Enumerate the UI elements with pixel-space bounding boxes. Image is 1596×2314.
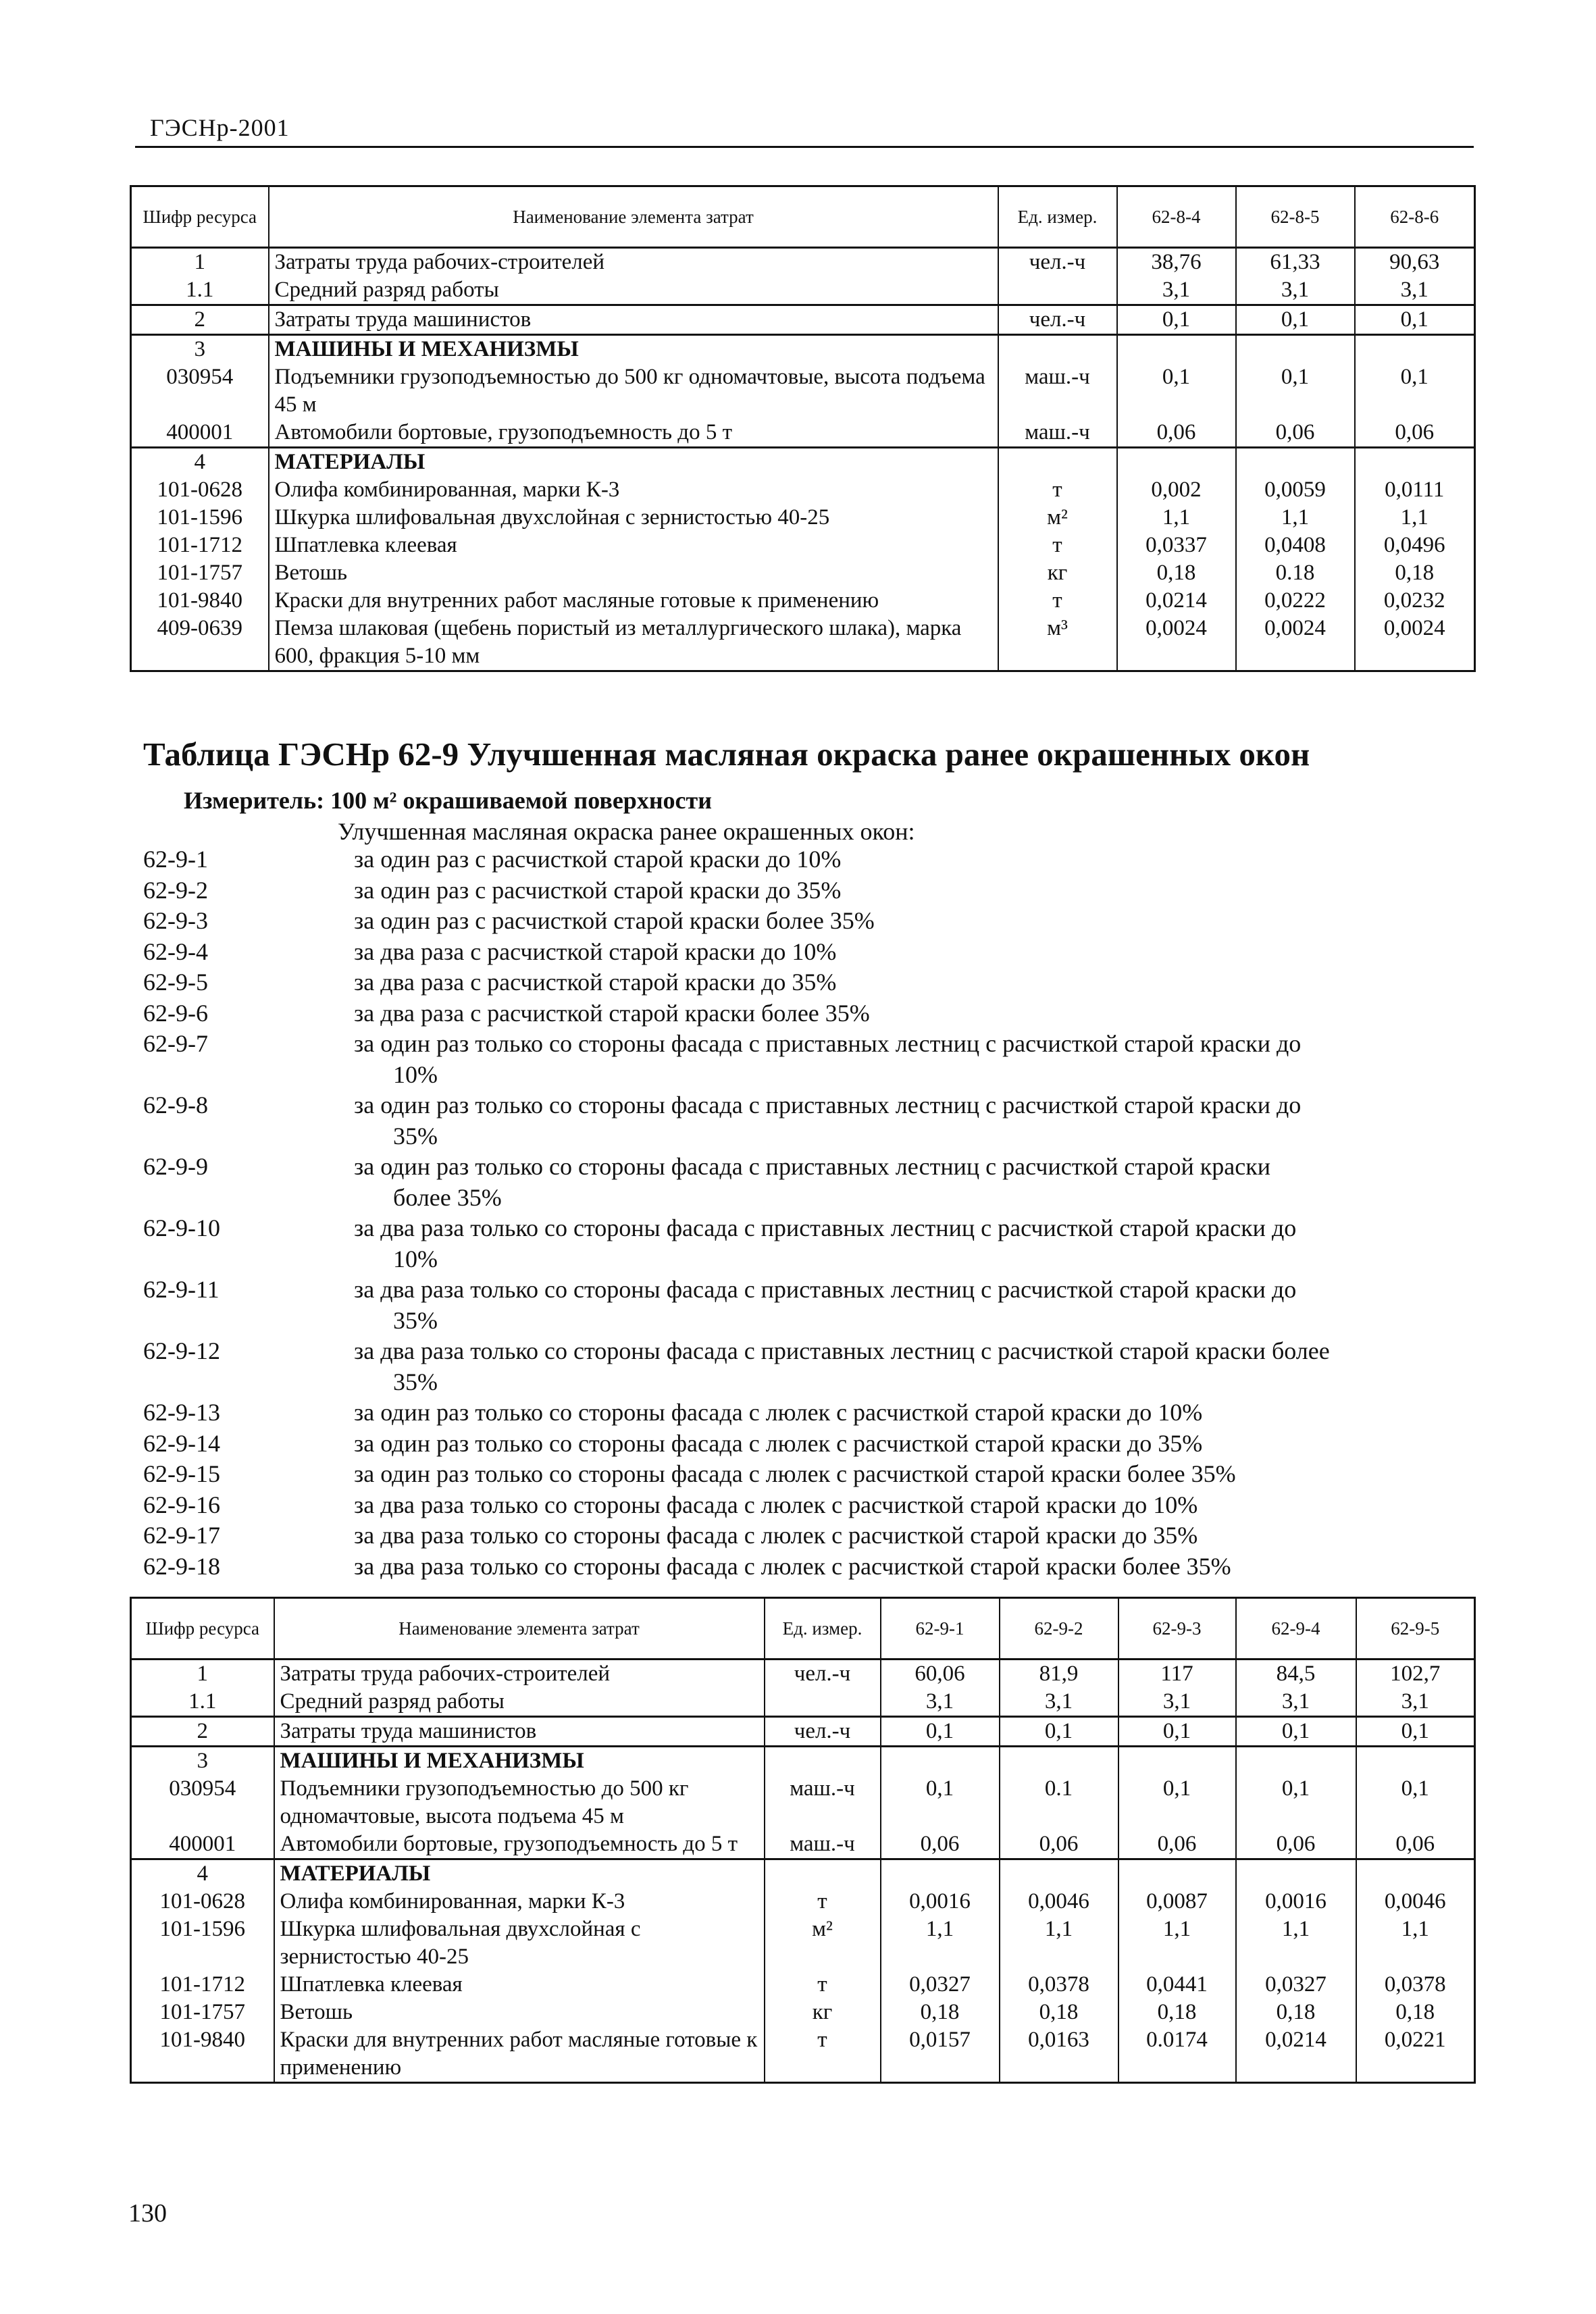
table-row [131, 532, 1475, 559]
table-header-row [131, 186, 1475, 248]
variant-text: за два раза только со стороны фасада с люлек с расчисткой старой краски до 10% [354, 1491, 1198, 1518]
unit-cell: т [998, 587, 1117, 615]
variant-code: 62-9-10 [143, 1214, 220, 1241]
value-cell: 0,18 [1355, 559, 1475, 587]
resource-code-cell: 1.1 [131, 1688, 274, 1717]
variant-item [143, 1275, 1474, 1336]
variant-code: 62-9-1 [143, 846, 208, 873]
cost-element-cell: Подъемники грузоподъемностью до 500 кг одномачтовые, высота подъема 45 м [274, 1775, 765, 1830]
resource-code-cell: 4 [131, 1859, 274, 1888]
value-cell: 0,06 [1118, 1830, 1236, 1859]
unit-cell [998, 335, 1117, 364]
table-row [131, 559, 1475, 587]
variant-item [143, 937, 1474, 968]
variant-text: за один раз с расчисткой старой краски до 10% [354, 846, 842, 873]
cost-element-cell: Ветошь [269, 559, 998, 587]
resource-code-cell: 101-0628 [131, 476, 269, 504]
value-cell: 0,1 [1236, 1717, 1356, 1747]
table-row [131, 1775, 1475, 1830]
header-col: 62-9-3 [1118, 1598, 1236, 1660]
unit-cell: м² [998, 504, 1117, 532]
value-cell: 61,33 [1236, 248, 1355, 277]
header-col: 62-8-4 [1117, 186, 1236, 248]
value-cell [1355, 448, 1475, 477]
resource-code-cell: 400001 [131, 419, 269, 448]
table-row [131, 504, 1475, 532]
value-cell [1356, 1747, 1475, 1776]
unit-cell [765, 1859, 881, 1888]
value-cell: 0,06 [1117, 419, 1236, 448]
value-cell: 0,06 [1356, 1830, 1475, 1859]
cost-element-cell: Краски для внутренних работ масляные готовые к применению [274, 2026, 765, 2083]
header-col: 62-9-4 [1236, 1598, 1356, 1660]
value-cell: 0,18 [1356, 1999, 1475, 2026]
value-cell: 0,0024 [1236, 615, 1355, 671]
cost-element-cell: Автомобили бортовые, грузоподъемность до 5 т [274, 1830, 765, 1859]
variant-item [143, 844, 1474, 875]
variant-code: 62-9-3 [143, 907, 208, 934]
unit-cell: т [765, 1888, 881, 1916]
variant-text: за два раза только со стороны фасада с люлек с расчисткой старой краски до 35% [354, 1522, 1198, 1549]
value-cell: 0,0378 [1000, 1971, 1118, 1999]
unit-cell [998, 448, 1117, 477]
variant-item [143, 1336, 1474, 1397]
value-cell: 0,0221 [1356, 2026, 1475, 2083]
cost-element-cell: Краски для внутренних работ масляные готовые к применению [269, 587, 998, 615]
value-cell: 1,1 [1236, 1916, 1356, 1971]
value-cell: 0,1 [1356, 1717, 1475, 1747]
variant-item [143, 1152, 1474, 1213]
resource-code-cell: 101-1596 [131, 504, 269, 532]
variant-code: 62-9-2 [143, 876, 208, 904]
value-cell: 0,0111 [1355, 476, 1475, 504]
header-col: 62-8-5 [1236, 186, 1355, 248]
value-cell: 0.18 [1236, 559, 1355, 587]
variant-code: 62-9-17 [143, 1522, 220, 1549]
value-cell: 0,0016 [881, 1888, 1000, 1916]
value-cell: 0,0059 [1236, 476, 1355, 504]
variant-text: за два раза только со стороны фасада с приставных лестниц с расчисткой старой краски до 10% [354, 1214, 1297, 1272]
cost-element-cell: Шпатлевка клеевая [274, 1971, 765, 1999]
table-row [131, 1688, 1475, 1717]
variant-code: 62-9-12 [143, 1337, 220, 1364]
table-row [131, 1999, 1475, 2026]
value-cell: 0,0496 [1355, 532, 1475, 559]
value-cell: 1,1 [1000, 1916, 1118, 1971]
value-cell: 0,1 [1356, 1775, 1475, 1830]
value-cell [1118, 1747, 1236, 1776]
unit-cell: т [998, 532, 1117, 559]
value-cell: 0,0024 [1117, 615, 1236, 671]
unit-cell: кг [998, 559, 1117, 587]
table-body [131, 248, 1475, 671]
variants-list [143, 844, 1474, 1582]
unit-cell [765, 1747, 881, 1776]
unit-cell [998, 276, 1117, 305]
table-body [131, 1660, 1475, 2083]
value-cell: 3,1 [1355, 276, 1475, 305]
running-header-title: ГЭСНр-2001 [150, 114, 290, 141]
value-cell: 38,76 [1117, 248, 1236, 277]
value-cell: 3,1 [1236, 276, 1355, 305]
unit-cell: чел.-ч [998, 248, 1117, 277]
value-cell: 3,1 [1117, 276, 1236, 305]
table-section-row [131, 1747, 1475, 1776]
value-cell: 0,1 [881, 1775, 1000, 1830]
variant-code: 62-9-6 [143, 999, 208, 1027]
value-cell: 0,0337 [1117, 532, 1236, 559]
resource-code-cell: 030954 [131, 363, 269, 419]
variant-text: за один раз только со стороны фасада с приставных лестниц с расчисткой старой краски до 10% [354, 1030, 1302, 1088]
cost-element-cell: Шкурка шлифовальная двухслойная с зернистостью 40-25 [269, 504, 998, 532]
unit-cell: чел.-ч [765, 1717, 881, 1747]
value-cell: 0,1 [1118, 1717, 1236, 1747]
variant-code: 62-9-5 [143, 969, 208, 996]
resource-code-cell: 101-1596 [131, 1916, 274, 1971]
value-cell [1236, 448, 1355, 477]
variant-code: 62-9-18 [143, 1552, 220, 1580]
variant-code: 62-9-14 [143, 1429, 220, 1457]
cost-element-cell: Затраты труда рабочих-строителей [274, 1660, 765, 1689]
cost-element-cell: Автомобили бортовые, грузоподъемность до 5 т [269, 419, 998, 448]
variant-item [143, 1520, 1474, 1551]
variant-text: за один раз с расчисткой старой краски более 35% [354, 907, 875, 934]
cost-element-cell: Подъемники грузоподъемностью до 500 кг одномачтовые, высота подъема 45 м [269, 363, 998, 419]
value-cell: 0,1 [1000, 1717, 1118, 1747]
variant-text: за один раз только со стороны фасада с люлек с расчисткой старой краски до 10% [354, 1399, 1203, 1426]
header-unit: Ед. измер. [765, 1598, 881, 1660]
variant-item [143, 875, 1474, 906]
variant-item [143, 1029, 1474, 1090]
resource-code-cell: 1 [131, 248, 269, 277]
value-cell: 3,1 [1236, 1688, 1356, 1717]
resource-code-cell: 3 [131, 335, 269, 364]
value-cell [1236, 1859, 1356, 1888]
header-name: Наименование элемента затрат [269, 186, 998, 248]
cost-element-cell: МАТЕРИАЛЫ [274, 1859, 765, 1888]
value-cell [1000, 1859, 1118, 1888]
value-cell: 0,0163 [1000, 2026, 1118, 2083]
variant-text: за один раз только со стороны фасада с приставных лестниц с расчисткой старой краски более 35% [354, 1153, 1270, 1211]
value-cell: 3,1 [1000, 1688, 1118, 1717]
resource-code-cell: 2 [131, 1717, 274, 1747]
variant-code: 62-9-13 [143, 1399, 220, 1426]
resource-code-cell: 4 [131, 448, 269, 477]
value-cell [1118, 1859, 1236, 1888]
value-cell: 0,18 [1117, 559, 1236, 587]
value-cell: 0,0214 [1117, 587, 1236, 615]
cost-element-cell: МАТЕРИАЛЫ [269, 448, 998, 477]
unit-cell: чел.-ч [998, 305, 1117, 335]
value-cell: 60,06 [881, 1660, 1000, 1689]
unit-cell: маш.-ч [998, 419, 1117, 448]
unit-cell: т [765, 2026, 881, 2083]
variant-code: 62-9-8 [143, 1091, 208, 1119]
table-row [131, 1717, 1475, 1747]
value-cell [881, 1859, 1000, 1888]
header-unit: Ед. измер. [998, 186, 1117, 248]
variant-text: за два раза с расчисткой старой краски до 10% [354, 937, 837, 965]
table-row [131, 1971, 1475, 1999]
header-col: 62-8-6 [1355, 186, 1475, 248]
unit-cell: м² [765, 1916, 881, 1971]
value-cell: 0,06 [881, 1830, 1000, 1859]
resource-code-cell: 101-9840 [131, 587, 269, 615]
variant-text: за один раз только со стороны фасада с люлек с расчисткой старой краски до 35% [354, 1429, 1203, 1457]
value-cell: 0,0378 [1356, 1971, 1475, 1999]
cost-element-cell: Пемза шлаковая (щебень пористый из металлургического шлака), марка 600, фракция 5-10 мм [269, 615, 998, 671]
variant-item [143, 1090, 1474, 1152]
cost-element-cell: Затраты труда рабочих-строителей [269, 248, 998, 277]
value-cell: 0,002 [1117, 476, 1236, 504]
table-row [131, 476, 1475, 504]
value-cell: 0,0157 [881, 2026, 1000, 2083]
cost-element-cell: Олифа комбинированная, марки К-3 [274, 1888, 765, 1916]
resource-code-cell: 101-1712 [131, 532, 269, 559]
unit-cell: м³ [998, 615, 1117, 671]
value-cell: 0,06 [1355, 419, 1475, 448]
value-cell: 0,0327 [881, 1971, 1000, 1999]
value-cell: 0,0024 [1355, 615, 1475, 671]
unit-cell: чел.-ч [765, 1660, 881, 1689]
resource-code-cell: 101-1757 [131, 559, 269, 587]
header-col: 62-9-2 [1000, 1598, 1118, 1660]
value-cell: 84,5 [1236, 1660, 1356, 1689]
table-row [131, 305, 1475, 335]
value-cell [881, 1747, 1000, 1776]
table-row [131, 276, 1475, 305]
variant-code: 62-9-7 [143, 1030, 208, 1057]
resource-code-cell: 1 [131, 1660, 274, 1689]
value-cell: 90,63 [1355, 248, 1475, 277]
value-cell: 0,0441 [1118, 1971, 1236, 1999]
variant-text: за два раза с расчисткой старой краски более 35% [354, 999, 870, 1027]
variant-code: 62-9-11 [143, 1276, 220, 1303]
value-cell: 0.1 [1000, 1775, 1118, 1830]
unit-cell: т [998, 476, 1117, 504]
value-cell: 0,0214 [1236, 2026, 1356, 2083]
cost-element-cell: Ветошь [274, 1999, 765, 2026]
table-row [131, 1660, 1475, 1689]
resource-code-cell: 030954 [131, 1775, 274, 1830]
value-cell: 0,0232 [1355, 587, 1475, 615]
value-cell [1356, 1859, 1475, 1888]
variant-text: за один раз только со стороны фасада с приставных лестниц с расчисткой старой краски до 35% [354, 1091, 1302, 1150]
unit-cell [765, 1688, 881, 1717]
resource-code-cell: 400001 [131, 1830, 274, 1859]
value-cell: 102,7 [1356, 1660, 1475, 1689]
value-cell: 0,0087 [1118, 1888, 1236, 1916]
table-section-row [131, 1859, 1475, 1888]
section-title: Таблица ГЭСНр 62-9 Улучшенная масляная окраска ранее окрашенных окон [143, 736, 1310, 773]
header-code: Шифр ресурса [131, 1598, 274, 1660]
value-cell: 0,1 [1117, 363, 1236, 419]
value-cell: 0,06 [1236, 1830, 1356, 1859]
value-cell: 3,1 [1118, 1688, 1236, 1717]
cost-table-62-9 [130, 1597, 1476, 2084]
cost-element-cell: МАШИНЫ И МЕХАНИЗМЫ [274, 1747, 765, 1776]
value-cell: 0,1 [1236, 305, 1355, 335]
variant-item [143, 1429, 1474, 1460]
value-cell: 0,0222 [1236, 587, 1355, 615]
variant-item [143, 1459, 1474, 1490]
resource-code-cell: 409-0639 [131, 615, 269, 671]
variant-text: за один раз с расчисткой старой краски до 35% [354, 876, 842, 904]
value-cell: 1,1 [881, 1916, 1000, 1971]
value-cell: 0,0327 [1236, 1971, 1356, 1999]
resource-code-cell: 101-0628 [131, 1888, 274, 1916]
header-divider [135, 146, 1474, 148]
unit-cell: маш.-ч [765, 1775, 881, 1830]
value-cell [1000, 1747, 1118, 1776]
variant-item [143, 998, 1474, 1029]
value-cell: 0,1 [1236, 363, 1355, 419]
cost-element-cell: Средний разряд работы [274, 1688, 765, 1717]
value-cell: 3,1 [881, 1688, 1000, 1717]
value-cell: 0,18 [1236, 1999, 1356, 2026]
cost-element-cell: Затраты труда машинистов [274, 1717, 765, 1747]
cost-element-cell: Шпатлевка клеевая [269, 532, 998, 559]
value-cell [1236, 335, 1355, 364]
table-row [131, 1830, 1475, 1859]
variant-code: 62-9-15 [143, 1460, 220, 1487]
value-cell: 0,18 [881, 1999, 1000, 2026]
header-name: Наименование элемента затрат [274, 1598, 765, 1660]
resource-code-cell: 101-1712 [131, 1971, 274, 1999]
table-row [131, 2026, 1475, 2083]
table-row [131, 615, 1475, 671]
header-col: 62-9-5 [1356, 1598, 1475, 1660]
unit-cell: т [765, 1971, 881, 1999]
value-cell: 1,1 [1118, 1916, 1236, 1971]
value-cell [1355, 335, 1475, 364]
table-row [131, 363, 1475, 419]
value-cell: 0,1 [1118, 1775, 1236, 1830]
value-cell: 1,1 [1236, 504, 1355, 532]
variant-item [143, 1213, 1474, 1275]
header-col: 62-9-1 [881, 1598, 1000, 1660]
value-cell: 1,1 [1355, 504, 1475, 532]
table-row [131, 1888, 1475, 1916]
value-cell: 0,1 [1355, 363, 1475, 419]
variant-text: за два раза только со стороны фасада с приставных лестниц с расчисткой старой краски до 35% [354, 1276, 1297, 1334]
unit-cell: кг [765, 1999, 881, 2026]
value-cell: 0,18 [1000, 1999, 1118, 2026]
unit-cell: маш.-ч [765, 1830, 881, 1859]
value-cell: 0,1 [1355, 305, 1475, 335]
measure-line: Измеритель: 100 м² окрашиваемой поверхности [184, 787, 712, 814]
variant-text: за один раз только со стороны фасада с люлек с расчисткой старой краски более 35% [354, 1460, 1236, 1487]
table-row [131, 419, 1475, 448]
unit-cell: маш.-ч [998, 363, 1117, 419]
variant-item [143, 1397, 1474, 1429]
value-cell: 0,06 [1236, 419, 1355, 448]
header-code: Шифр ресурса [131, 186, 269, 248]
variant-item [143, 906, 1474, 937]
table-row [131, 587, 1475, 615]
variants-intro: Улучшенная масляная окраска ранее окрашенных окон: [338, 818, 915, 845]
resource-code-cell: 1.1 [131, 276, 269, 305]
table-section-row [131, 448, 1475, 477]
resource-code-cell: 101-1757 [131, 1999, 274, 2026]
value-cell: 1,1 [1117, 504, 1236, 532]
value-cell: 0,0408 [1236, 532, 1355, 559]
value-cell [1117, 448, 1236, 477]
value-cell: 0,0016 [1236, 1888, 1356, 1916]
resource-code-cell: 2 [131, 305, 269, 335]
value-cell: 0,1 [881, 1717, 1000, 1747]
value-cell: 1,1 [1356, 1916, 1475, 1971]
cost-element-cell: Средний разряд работы [269, 276, 998, 305]
table-row [131, 248, 1475, 277]
variant-item [143, 1551, 1474, 1583]
value-cell [1236, 1747, 1356, 1776]
table-header-row [131, 1598, 1475, 1660]
value-cell: 81,9 [1000, 1660, 1118, 1689]
value-cell: 0,1 [1117, 305, 1236, 335]
table-row [131, 1916, 1475, 1971]
value-cell: 117 [1118, 1660, 1236, 1689]
variant-item [143, 967, 1474, 998]
variant-text: за два раза только со стороны фасада с приставных лестниц с расчисткой старой краски более 35% [354, 1337, 1330, 1395]
cost-element-cell: Затраты труда машинистов [269, 305, 998, 335]
value-cell: 0,1 [1236, 1775, 1356, 1830]
cost-element-cell: Шкурка шлифовальная двухслойная с зернистостью 40-25 [274, 1916, 765, 1971]
value-cell: 0,0046 [1356, 1888, 1475, 1916]
page-number: 130 [128, 2199, 167, 2228]
cost-element-cell: МАШИНЫ И МЕХАНИЗМЫ [269, 335, 998, 364]
variant-code: 62-9-4 [143, 937, 208, 965]
variant-text: за два раза с расчисткой старой краски до 35% [354, 969, 837, 996]
variant-code: 62-9-9 [143, 1153, 208, 1180]
value-cell [1117, 335, 1236, 364]
resource-code-cell: 3 [131, 1747, 274, 1776]
cost-element-cell: Олифа комбинированная, марки К-3 [269, 476, 998, 504]
resource-code-cell: 101-9840 [131, 2026, 274, 2083]
value-cell: 0,0046 [1000, 1888, 1118, 1916]
value-cell: 3,1 [1356, 1688, 1475, 1717]
variant-text: за два раза только со стороны фасада с люлек с расчисткой старой краски более 35% [354, 1552, 1231, 1580]
value-cell: 0.0174 [1118, 2026, 1236, 2083]
table-section-row [131, 335, 1475, 364]
value-cell: 0,18 [1118, 1999, 1236, 2026]
cost-table-62-8 [130, 185, 1476, 672]
variant-item [143, 1490, 1474, 1521]
variant-code: 62-9-16 [143, 1491, 220, 1518]
value-cell: 0,06 [1000, 1830, 1118, 1859]
